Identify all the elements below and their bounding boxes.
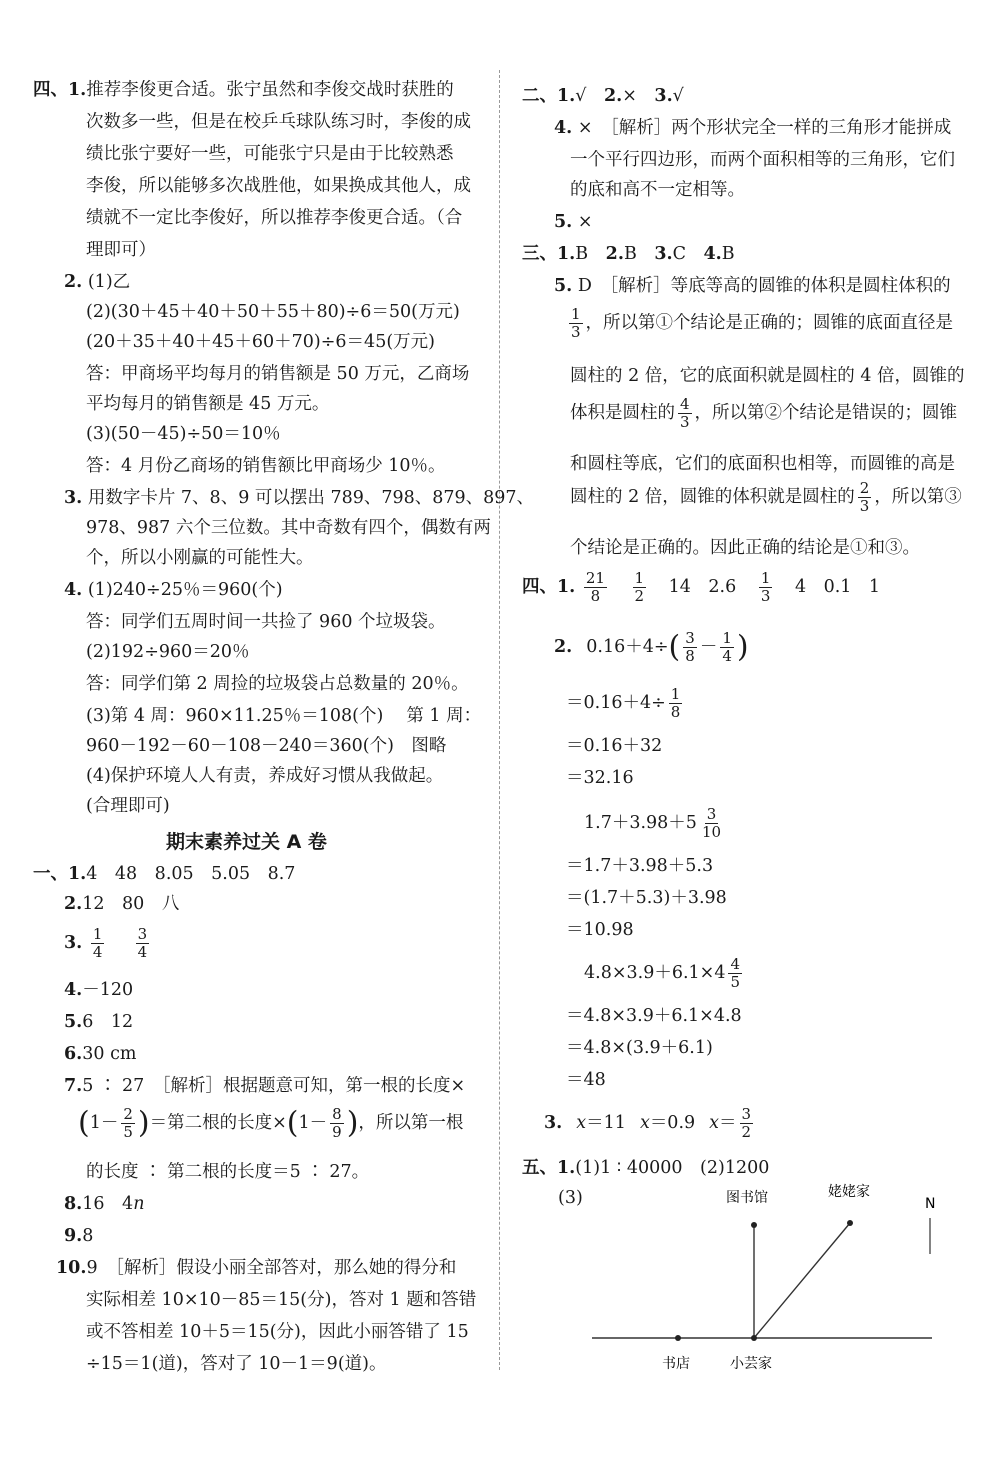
s4-q2-a: 2. (1)乙	[64, 272, 131, 292]
s2-q5: 5. ×	[554, 212, 593, 232]
p1-q9: 9.8	[64, 1226, 94, 1246]
s4-q2-e9: 4.8×3.9＋6.1×4 $\frac{4}{5}$	[584, 955, 740, 991]
grandma-path	[754, 1223, 850, 1338]
s4-q4-e: (3)第 4 周：960×11.25％＝108(个) 第 1 周：	[86, 706, 482, 726]
home-dot	[751, 1335, 757, 1341]
s4-q1-line4: 李俊，所以能够多次战胜他，如果换成其他人，成	[86, 176, 471, 196]
fraction: $\frac{1}{3}$	[760, 569, 771, 605]
p1-q10-b: 实际相差 10×10－85＝15(分)，答对 1 题和答错	[86, 1290, 477, 1310]
s4-q4-f: 960－192－60－108－240＝360(个) 图略	[86, 736, 447, 756]
s3-q1: 三、1.B 2.B 3.C 4.B	[522, 244, 735, 264]
s2-q4-a: 4. × ［解析］两个形状完全一样的三角形才能拼成	[554, 118, 952, 138]
p1-q3: 3. $\frac{1}{4}$ $\frac{3}{4}$	[64, 925, 148, 961]
fraction: $\frac{21}{8}$	[585, 569, 605, 605]
s4-q2-e7: ＝(1.7＋5.3)＋3.98	[566, 888, 727, 908]
bookstore-dot	[675, 1335, 681, 1341]
s4-q2-g: 答：4 月份乙商场的销售额比甲商场少 10％。	[86, 456, 446, 476]
grandma-dot	[847, 1220, 853, 1226]
s4-q2-e5: 1.7＋3.98＋5 $\frac{3}{10}$	[584, 805, 722, 841]
fraction: $\frac{3}{4}$	[137, 925, 148, 961]
grandma-label: 姥姥家	[828, 1184, 870, 1200]
s4-q2-e2: ＝0.16＋4÷ $\frac{1}{8}$	[566, 685, 681, 721]
column-divider	[499, 70, 501, 1370]
s4-q4-d: 答：同学们第 2 周捡的垃圾袋占总数量的 20％。	[86, 674, 469, 694]
s4-q2-e: 平均每月的销售额是 45 万元。	[86, 394, 330, 414]
s4-q2-e11: ＝4.8×(3.9＋6.1)	[566, 1038, 713, 1058]
s5-q1: 五、1.(1)1 ∶ 40000 (2)1200	[522, 1158, 770, 1178]
s3-q5-d: 体积是圆柱的 $\frac{4}{3}$ ，所以第②个结论是错误的；圆锥	[570, 395, 958, 431]
s4-q4-g: (4)保护环境人人有责，养成好习惯从我做起。	[86, 766, 444, 786]
fraction: $\frac{4}{5}$	[730, 955, 740, 991]
fraction: $\frac{1}{2}$	[634, 569, 645, 605]
s4-q3-b: 978、987 六个三位数。其中奇数有四个，偶数有两	[86, 518, 491, 538]
s4-q2-e1: 2. 0.16＋4÷( $\frac{3}{8}$ － $\frac{1}{4}$ )	[554, 629, 749, 665]
bookstore-label: 书店	[662, 1356, 690, 1372]
p1-q5: 5.6 12	[64, 1012, 134, 1032]
fraction: $\frac{1}{4}$	[722, 629, 732, 665]
p1-q10-c: 或不答相差 10＋5＝15(分)，因此小丽答错了 15	[86, 1322, 469, 1342]
s4-q1-line2: 次数多一些，但是在校乒乓球队练习时，李俊的成	[86, 112, 471, 132]
fraction: $\frac{1}{8}$	[670, 685, 681, 721]
p1-q1: 一、1.4 48 8.05 5.05 8.7	[33, 864, 296, 884]
s4-q2-d: 答：甲商场平均每月的销售额是 50 万元，乙商场	[86, 364, 470, 384]
fraction: $\frac{1}{4}$	[92, 925, 103, 961]
s3-q5-g: 个结论是正确的。因此正确的结论是①和③。	[570, 538, 920, 558]
s3-q5-f: 圆柱的 2 倍，圆锥的体积就是圆柱的 $\frac{2}{3}$ ，所以第③	[570, 479, 962, 515]
s4-q1-line3: 绩比张宁要好一些，可能张宁只是由于比较熟悉	[86, 144, 454, 164]
p1-q6: 6.30 cm	[64, 1044, 137, 1064]
fraction: $\frac{3}{10}$	[701, 805, 722, 841]
fraction: $\frac{1}{3}$	[571, 305, 581, 341]
p1-q10-a: 10.9 ［解析］假设小丽全部答对，那么她的得分和	[56, 1258, 457, 1278]
fraction: $\frac{8}{9}$	[332, 1105, 342, 1141]
s2-q1: 二、1.√ 2.× 3.√	[522, 86, 684, 106]
north-label: N	[925, 1196, 936, 1212]
s4-q1-line1: 四、1.推荐李俊更合适。张宁虽然和李俊交战时获胜的	[33, 80, 454, 100]
s4-q2-e10: ＝4.8×3.9＋6.1×4.8	[566, 1006, 742, 1026]
p1-q8: 8.16 4n	[64, 1194, 145, 1214]
s4-q1-line5: 绩就不一定比李俊好，所以推荐李俊更合适。（合	[86, 208, 463, 228]
s4-q3-a: 3. 用数字卡片 7、8、9 可以摆出 789、798、879、897、	[64, 488, 535, 508]
fraction: $\frac{3}{8}$	[685, 629, 695, 665]
fraction: $\frac{4}{3}$	[680, 395, 690, 431]
s4-q2-e4: ＝32.16	[566, 768, 634, 788]
p1-q7-c: 的长度 ∶ 第二根的长度＝5 ∶ 27。	[86, 1162, 370, 1182]
library-dot	[751, 1222, 757, 1228]
s4-q4-c: (2)192÷960＝20％	[86, 642, 250, 662]
section-title: 期末素养过关 A 卷	[166, 831, 327, 853]
home-label: 小芸家	[730, 1356, 772, 1372]
s5-q3-label: (3)	[558, 1188, 583, 1208]
s4-q4-b: 答：同学们五周时间一共捡了 960 个垃圾袋。	[86, 612, 446, 632]
s4-q2-f: (3)(50－45)÷50＝10％	[86, 424, 281, 444]
direction-map	[582, 1180, 942, 1380]
p1-q7-a: 7.5 ∶ 27 ［解析］根据题意可知，第一根的长度×	[64, 1076, 466, 1096]
s3-q5-a: 5. D ［解析］等底等高的圆锥的体积是圆柱体积的	[554, 276, 951, 296]
s4-q2-e12: ＝48	[566, 1070, 606, 1090]
s4-q1: 四、1. $\frac{21}{8}$ $\frac{1}{2}$ 14 2.6 $\frac{1}{3}$ 4 0.1 1	[522, 569, 881, 605]
p1-q10-d: ÷15＝1(道)，答对了 10－1＝9(道)。	[86, 1354, 387, 1374]
s4-q4-a: 4. (1)240÷25％＝960(个)	[64, 580, 283, 600]
s4-q2-e8: ＝10.98	[566, 920, 634, 940]
p1-q4: 4.－120	[64, 980, 134, 1000]
fraction: $\frac{2}{3}$	[859, 479, 870, 515]
s4-q2-e6: ＝1.7＋3.98＋5.3	[566, 856, 714, 876]
fraction: $\frac{3}{2}$	[741, 1105, 752, 1141]
p1-q2: 2.12 80 八	[64, 894, 180, 914]
s4-q2-e3: ＝0.16＋32	[566, 736, 663, 756]
s4-q2-b: (2)(30＋45＋40＋50＋55＋80)÷6＝50(万元)	[86, 302, 460, 322]
s3-q5-c: 圆柱的 2 倍，它的底面积就是圆柱的 4 倍，圆锥的	[570, 366, 965, 386]
s2-q4-c: 的底和高不一定相等。	[570, 180, 745, 200]
s3-q5-e: 和圆柱等底，它们的底面积也相等，而圆锥的高是	[570, 454, 955, 474]
s4-q2-c: (20＋35＋40＋45＋60＋70)÷6＝45(万元)	[86, 332, 435, 352]
p1-q7-b: (1－ $\frac{2}{5}$ )＝第二根的长度×(1－ $\frac{8}{9}$ )，所以第一根	[78, 1105, 464, 1141]
s4-q4-h: (合理即可)	[86, 796, 170, 816]
s4-q3-c: 个，所以小刚赢的可能性大。	[86, 548, 314, 568]
s4-q1-line6: 理即可）	[86, 240, 156, 260]
s4-q3: 3. x＝11 x＝0.9 x＝ $\frac{3}{2}$	[544, 1105, 752, 1141]
library-label: 图书馆	[726, 1190, 768, 1206]
fraction: $\frac{2}{5}$	[123, 1105, 133, 1141]
s2-q4-b: 一个平行四边形，而两个面积相等的三角形，它们	[570, 150, 955, 170]
s3-q5-b: $\frac{1}{3}$ ，所以第①个结论是正确的；圆锥的底面直径是	[571, 305, 954, 341]
